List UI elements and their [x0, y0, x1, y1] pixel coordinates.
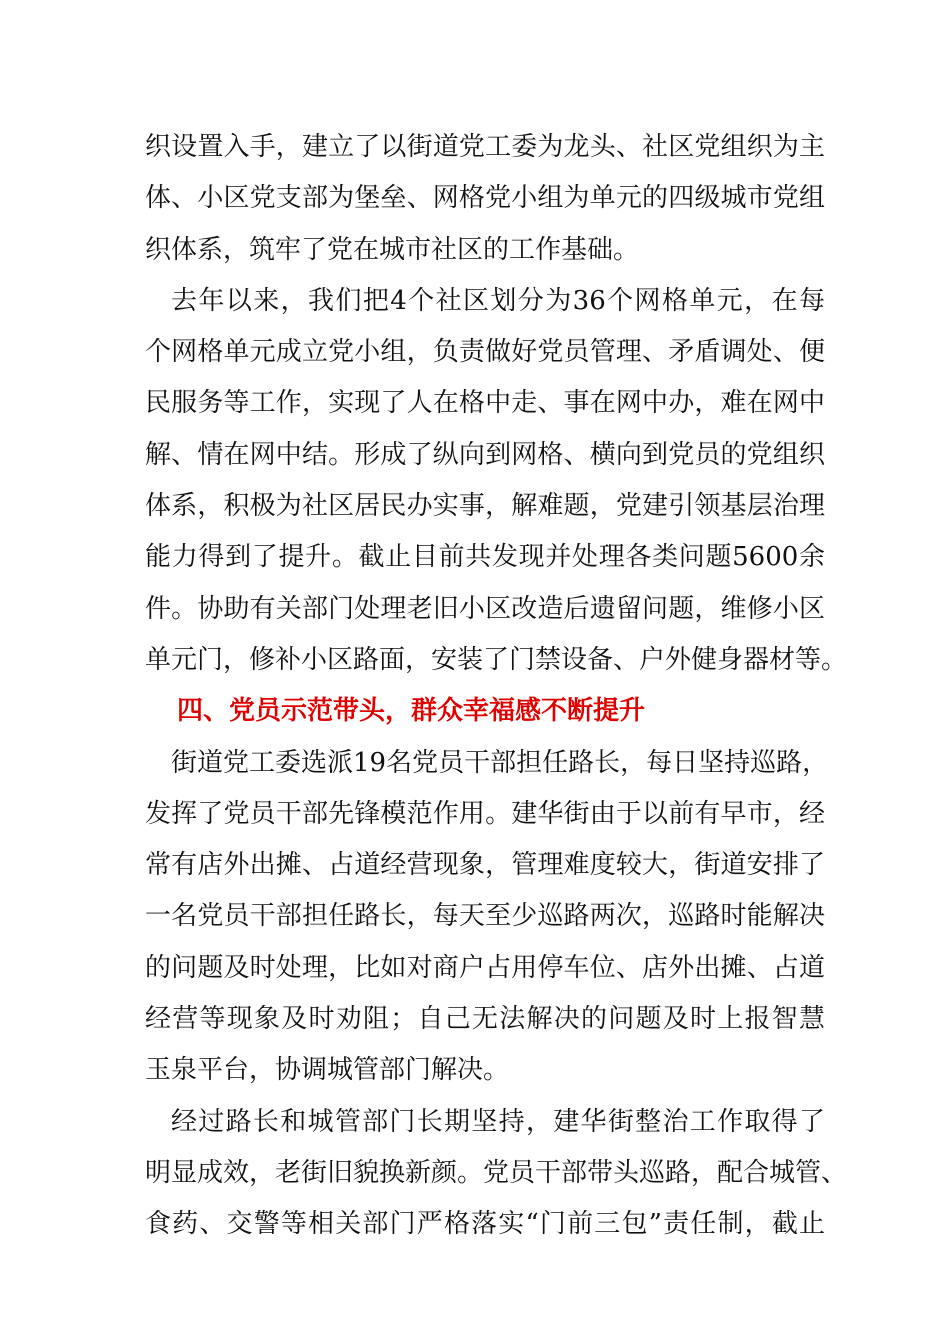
para2-line-1: 去年以来，我们把4个社区划分为36个网格单元，在每: [171, 285, 825, 316]
para1-line-2: 体、小区党支部为堡垒、网格党小组为单元的四级城市党组: [145, 183, 825, 214]
section-heading: 四、党员示范带头，群众幸福感不断提升: [177, 696, 646, 727]
para2-line-7: 件。协助有关部门处理老旧小区改造后遗留问题，维修小区: [145, 593, 825, 624]
para3-line-5: 的问题及时处理，比如对商户占用停车位、店外出摊、占道: [145, 952, 825, 983]
para4-line-2: 明显成效，老街旧貌换新颜。党员干部带头巡路，配合城管、: [145, 1157, 848, 1188]
para3-line-2: 发挥了党员干部先锋模范作用。建华街由于以前有早市，经: [145, 798, 825, 829]
document-body: [145, 122, 848, 1251]
para2-line-4: 解、情在网中结。形成了纵向到网格、横向到党员的党组织: [145, 439, 825, 470]
para1-line-1: 织设置入手，建立了以街道党工委为龙头、社区党组织为主: [145, 132, 825, 162]
para3-line-6: 经营等现象及时劝阻；自己无法解决的问题及时上报智慧: [145, 1004, 825, 1035]
para2-line-5: 体系，积极为社区居民办实事，解难题，党建引领基层治理: [145, 491, 825, 522]
para2-line-2: 个网格单元成立党小组，负责做好党员管理、矛盾调处、便: [145, 337, 825, 368]
para1-line-3: 织体系，筑牢了党在城市社区的工作基础。: [145, 234, 640, 265]
para2-line-3: 民服务等工作，实现了人在格中走、事在网中办，难在网中: [145, 388, 825, 419]
para3-line-7: 玉泉平台，协调城管部门解决。: [145, 1055, 510, 1086]
para3-line-4: 一名党员干部担任路长，每天至少巡路两次，巡路时能解决: [145, 901, 825, 932]
para4-line-1: 经过路长和城管部门长期坚持，建华街整治工作取得了: [171, 1106, 825, 1137]
para2-line-8: 单元门，修补小区路面，安装了门禁设备、户外健身器材等。: [145, 644, 848, 675]
para2-line-6: 能力得到了提升。截止目前共发现并处理各类问题5600余: [145, 542, 825, 573]
para3-line-3: 常有店外出摊、占道经营现象，管理难度较大，街道安排了: [145, 850, 825, 881]
para3-line-1: 街道党工委选派19名党员干部担任路长，每日坚持巡路，: [171, 747, 829, 778]
para4-line-3: 食药、交警等相关部门严格落实“门前三包”责任制，截止: [145, 1209, 825, 1240]
